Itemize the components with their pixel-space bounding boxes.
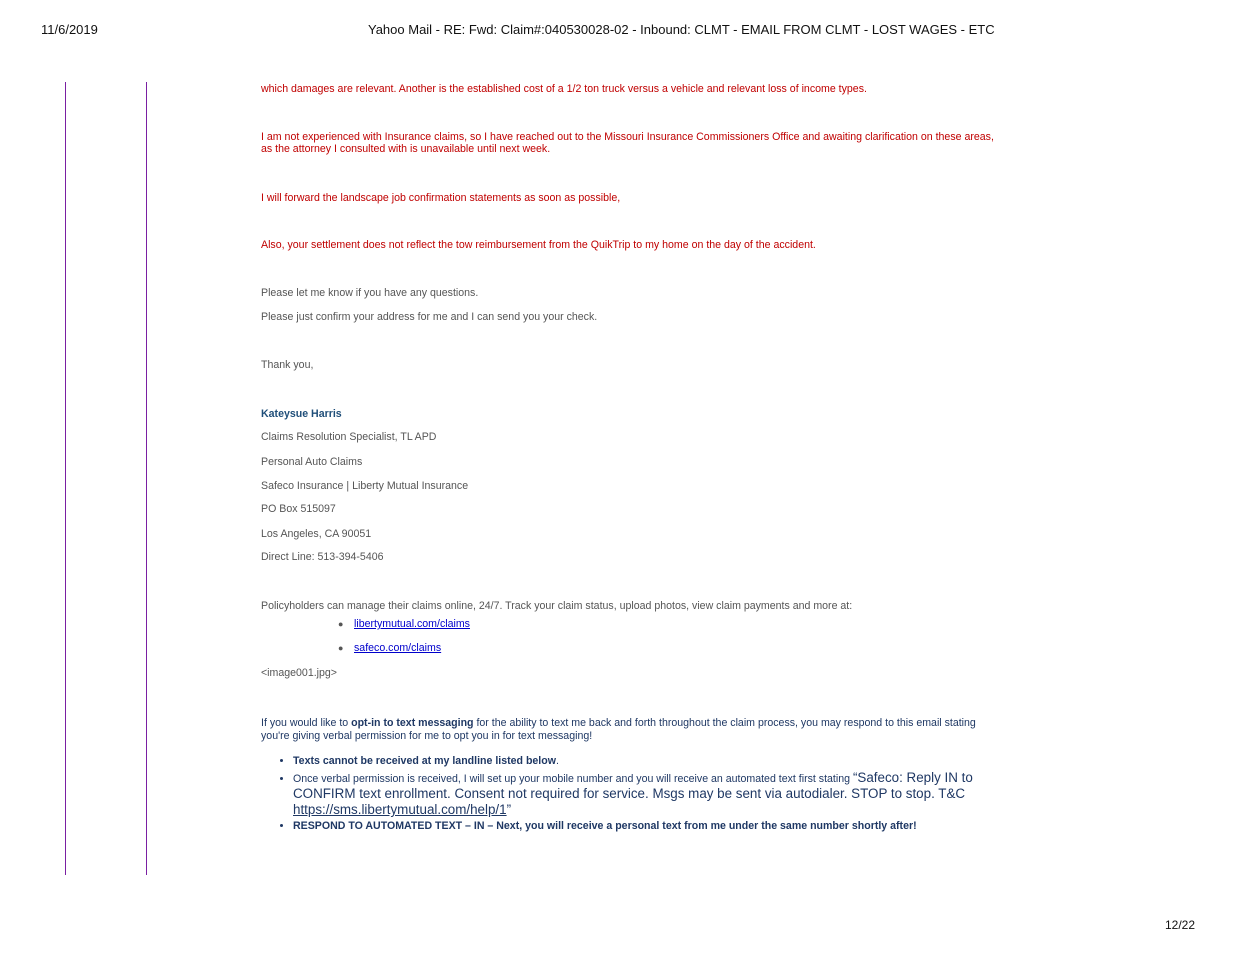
quoted-line-landscape: I will forward the landscape job confirmation statements as soon as possible, bbox=[261, 192, 621, 204]
text-messaging-list bbox=[280, 755, 993, 835]
signature-name: Kateysue Harris bbox=[261, 408, 342, 420]
print-date: 11/6/2019 bbox=[41, 22, 98, 37]
respond-instruction: RESPOND TO AUTOMATED TEXT – IN – Next, you will receive a personal text from me under the same number shortly after! bbox=[293, 820, 917, 832]
opt-in-intro-post: for the ability to text me back and forth throughout the claim process, you may respond to this email stating bbox=[473, 717, 976, 729]
signature-direct-line: Direct Line: 513-394-5406 bbox=[261, 551, 384, 563]
quoted-line-damages: which damages are relevant. Another is the established cost of a 1/2 ton truck versus a vehicle and relevant loss of income types. bbox=[261, 83, 867, 95]
quote-bar-outer bbox=[65, 82, 66, 875]
safeco-claims-link-item bbox=[354, 642, 441, 655]
signature-department: Personal Auto Claims bbox=[261, 456, 363, 468]
landline-warning: Texts cannot be received at my landline listed below bbox=[293, 755, 556, 767]
quote-bar-inner bbox=[146, 82, 147, 875]
reply-questions: Please let me know if you have any questions. bbox=[261, 287, 479, 299]
quoted-line-tow: Also, your settlement does not reflect the tow reimbursement from the QuikTrip to my home on the day of the accident. bbox=[261, 239, 816, 251]
signature-po-box: PO Box 515097 bbox=[261, 503, 336, 515]
libertymutual-claims-link[interactable]: libertymutual.com/claims bbox=[354, 618, 470, 630]
automated-text-quote-end: ” bbox=[506, 802, 512, 817]
quoted-line-insurance-a: I am not experienced with Insurance claims, so I have reached out to the Missouri Insurance Commissioners Office and awaiting clarification on these areas, bbox=[261, 131, 994, 143]
image-placeholder: <image001.jpg> bbox=[261, 667, 337, 679]
sms-terms-link[interactable]: https://sms.libertymutual.com/help/1 bbox=[293, 802, 507, 817]
automated-text-quote: “Safeco: Reply IN to CONFIRM text enrollment. Consent not required for service. Msgs may be sent via autodialer. STOP to stop. T&C bbox=[293, 770, 973, 801]
verbal-permission-text: Once verbal permission is received, I will set up your mobile number and you will receive an automated text first stating bbox=[293, 773, 853, 785]
opt-in-intro-pre: If you would like to bbox=[261, 717, 352, 729]
online-claims-intro: Policyholders can manage their claims online, 24/7. Track your claim status, upload photos, view claim payments and more at: bbox=[261, 600, 853, 612]
opt-in-emphasis: opt-in to text messaging bbox=[351, 717, 474, 729]
reply-thanks: Thank you, bbox=[261, 359, 314, 371]
signature-city: Los Angeles, CA 90051 bbox=[261, 528, 372, 540]
libertymutual-claims-link-item bbox=[354, 618, 470, 631]
landline-warning-end: . bbox=[555, 755, 559, 767]
list-item-verbal-permission bbox=[293, 770, 993, 818]
list-item-respond bbox=[293, 820, 993, 833]
bullet-dot-icon: ● bbox=[338, 619, 344, 629]
bullet-dot-icon: ● bbox=[338, 643, 344, 653]
signature-company: Safeco Insurance | Liberty Mutual Insurance bbox=[261, 480, 469, 492]
text-messaging-intro bbox=[261, 717, 1011, 743]
page-title: Yahoo Mail - RE: Fwd: Claim#:040530028-02 - Inbound: CLMT - EMAIL FROM CLMT - LOST WAGES - ETC bbox=[368, 22, 995, 37]
reply-confirm-address: Please just confirm your address for me and I can send you your check. bbox=[261, 311, 598, 323]
opt-in-intro-line2: you're giving verbal permission for me to opt you in for text messaging! bbox=[261, 730, 593, 742]
safeco-claims-link[interactable]: safeco.com/claims bbox=[354, 642, 442, 654]
page-number: 12/22 bbox=[1165, 918, 1196, 932]
quoted-line-insurance-b: as the attorney I consulted with is unavailable until next week. bbox=[261, 143, 551, 155]
list-item-landline bbox=[293, 755, 993, 768]
signature-title: Claims Resolution Specialist, TL APD bbox=[261, 431, 437, 443]
